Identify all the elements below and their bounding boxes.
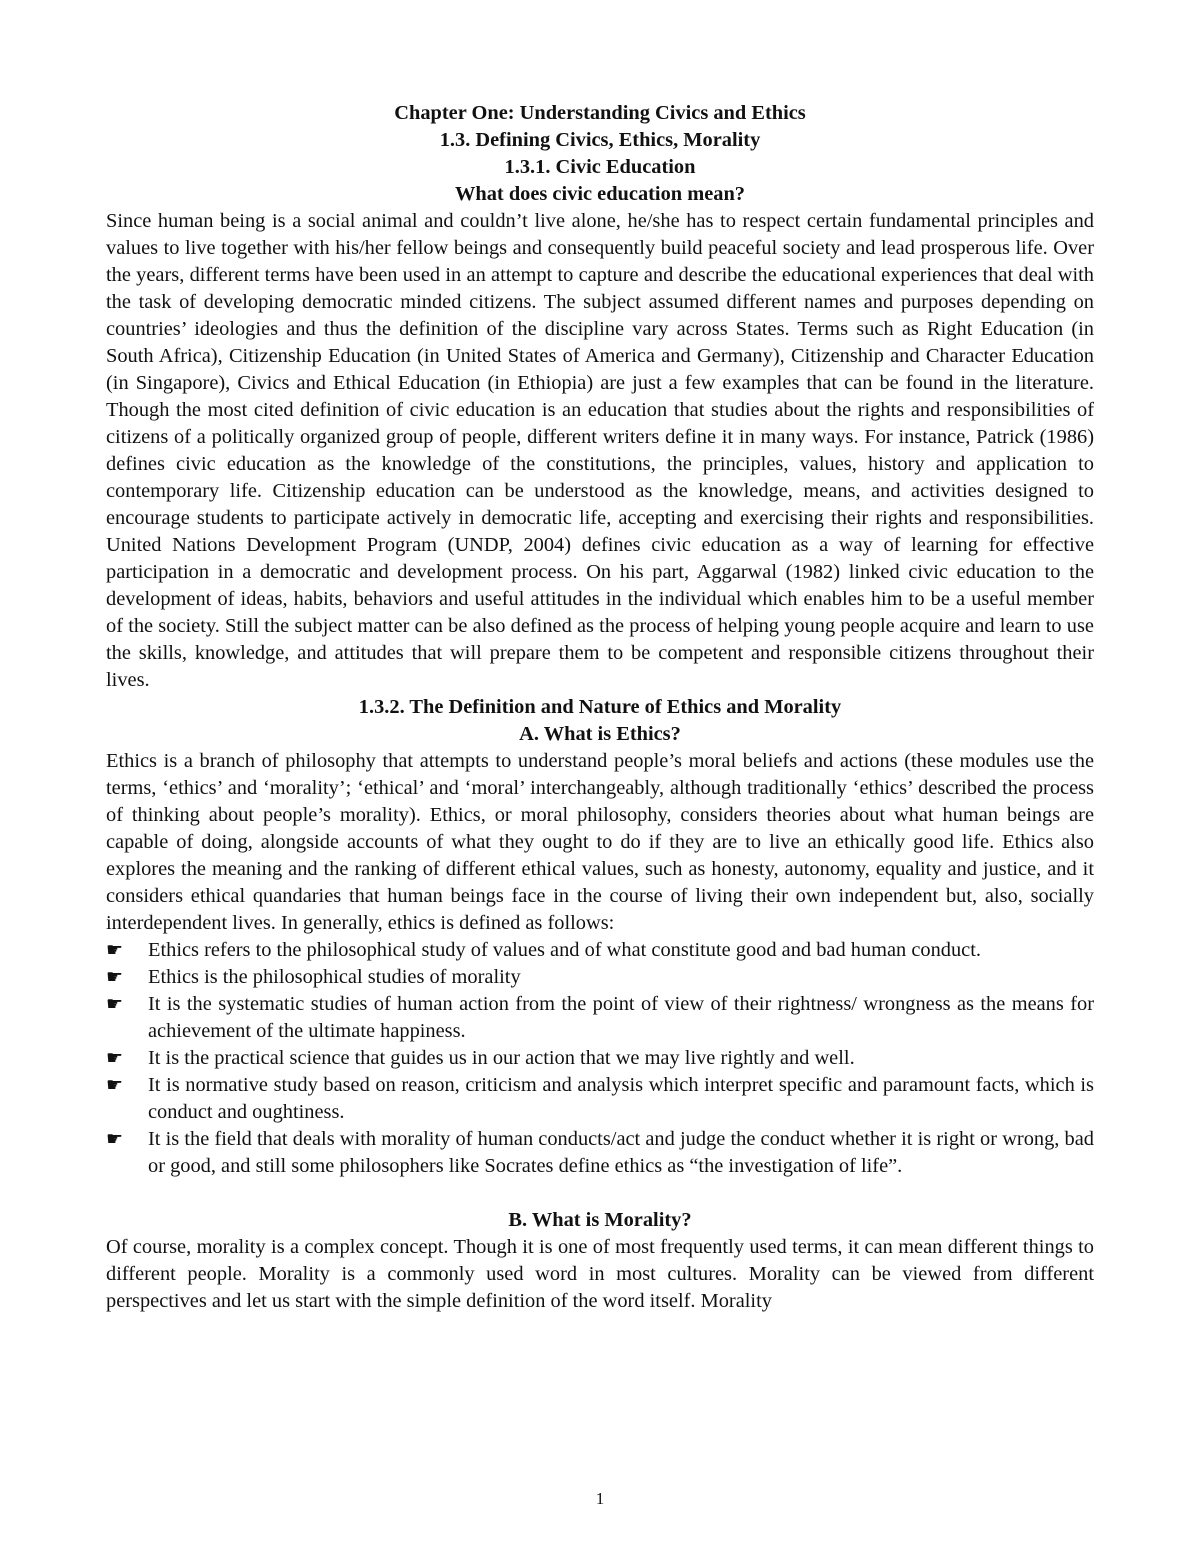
- list-item-text: Ethics is the philosophical studies of morality: [148, 966, 521, 988]
- list-item: [106, 937, 1094, 964]
- ethics-definitions-list: [106, 937, 1094, 1180]
- spacer: [106, 1180, 1094, 1207]
- question-heading-ethics: A. What is Ethics?: [519, 723, 681, 745]
- morality-paragraph: Of course, morality is a complex concept. Though it is one of most frequently used terms, it can mean different things to different people. Morality is a commonly used word in most cultures. Morality can be viewed from different perspectives and let us start with the simple definition of the word itself. Morality: [106, 1236, 1094, 1312]
- document-page: [106, 100, 1094, 1315]
- list-item-text: Ethics refers to the philosophical study of values and of what constitute good and bad human conduct.: [148, 939, 981, 961]
- list-item: [106, 1045, 1094, 1072]
- chapter-title: Chapter One: Understanding Civics and Ethics: [394, 102, 806, 124]
- list-item: [106, 964, 1094, 991]
- subsection-title-ethics-morality: 1.3.2. The Definition and Nature of Ethics and Morality: [358, 696, 842, 718]
- list-item-text: It is the field that deals with morality of human conducts/act and judge the conduct whether it is right or wrong, bad or good, and still some philosophers like Socrates define ethics as “the investigation of life”.: [148, 1128, 1094, 1177]
- pointing-hand-icon: ☛: [106, 1074, 124, 1096]
- ethics-paragraph: Ethics is a branch of philosophy that attempts to understand people’s moral beliefs and actions (these modules use the terms, ‘ethics’ and ‘morality’; ‘ethical’ and ‘moral’ interchangeably, although traditionally ‘ethics’ described the process of thinking about people’s morality). Ethics, or moral philosophy, considers theories about what human beings are capable of doing, alongside accounts of what they ought to do if they are to live an ethically good life. Ethics also explores the meaning and the ranking of different ethical values, such as honesty, autonomy, equality and justice, and it considers ethical quandaries that human beings face in the course of living their own independent but, also, socially interdependent lives. In generally, ethics is defined as follows:: [106, 750, 1094, 934]
- pointing-hand-icon: ☛: [106, 966, 124, 988]
- civic-education-paragraph: Since human being is a social animal and couldn’t live alone, he/she has to respect certain fundamental principles and values to live together with his/her fellow beings and consequently build peaceful society and lead prosperous life. Over the years, different terms have been used in an attempt to capture and describe the educational experiences that deal with the task of developing democratic minded citizens. The subject assumed different names and purposes depending on countries’ ideologies and thus the definition of the discipline vary across States. Terms such as Right Education (in South Africa), Citizenship Education (in United States of America and Germany), Citizenship and Character Education (in Singapore), Civics and Ethical Education (in Ethiopia) are just a few examples that can be found in the literature. Though the most cited definition of civic education is an education that studies about the rights and responsibilities of citizens of a politically organized group of people, different writers define it in many ways. For instance, Patrick (1986) defines civic education as the knowledge of the constitutions, the principles, values, history and application to contemporary life. Citizenship education can be understood as the knowledge, means, and activities designed to encourage students to participate actively in democratic life, accepting and exercising their rights and responsibilities. United Nations Development Program (UNDP, 2004) defines civic education as a way of learning for effective participation in a democratic and development process. On his part, Aggarwal (1982) linked civic education to the development of ideas, habits, behaviors and useful attitudes in the individual which enables him to be a useful member of the society. Still the subject matter can be also defined as the process of helping young people acquire and learn to use the skills, knowledge, and attitudes that will prepare them to be competent and responsible citizens throughout their lives.: [106, 210, 1094, 691]
- list-item: [106, 1126, 1094, 1180]
- question-heading-civic-education: What does civic education mean?: [455, 183, 745, 205]
- pointing-hand-icon: ☛: [106, 1047, 124, 1069]
- subsection-title-civic-education: 1.3.1. Civic Education: [504, 156, 696, 178]
- question-heading-morality: B. What is Morality?: [508, 1209, 692, 1231]
- list-item-text: It is normative study based on reason, criticism and analysis which interpret specific and paramount facts, which is conduct and oughtiness.: [148, 1074, 1094, 1123]
- list-item-text: It is the practical science that guides us in our action that we may live rightly and well.: [148, 1047, 855, 1069]
- list-item: [106, 1072, 1094, 1126]
- list-item-text: It is the systematic studies of human action from the point of view of their rightness/ wrongness as the means for achievement of the ultimate happiness.: [148, 993, 1094, 1042]
- pointing-hand-icon: ☛: [106, 1128, 124, 1150]
- section-title: 1.3. Defining Civics, Ethics, Morality: [439, 129, 761, 151]
- pointing-hand-icon: ☛: [106, 939, 124, 961]
- page-number: 1: [595, 1489, 605, 1508]
- list-item: [106, 991, 1094, 1045]
- pointing-hand-icon: ☛: [106, 993, 124, 1015]
